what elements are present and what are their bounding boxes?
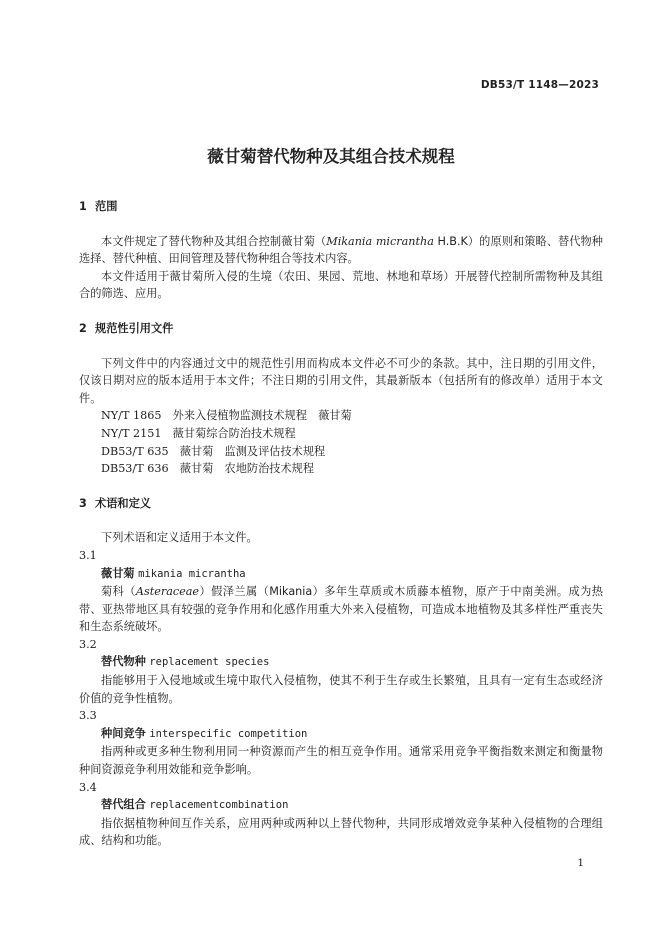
term-number: 3.1 — [79, 548, 97, 562]
page-number: 1 — [577, 857, 584, 869]
term-definition: 菊科（Asteraceae）假泽兰属（Mikania）多年生草质或木质藤本植物，原产于中南美洲。成为热带、亚热带地区具有较强的竞争作用和化感作用重大外来入侵植物，可造成本地植物及其多样性严重丧失和生态系统破坏。 — [79, 585, 603, 634]
terms-intro: 下列术语和定义适用于本文件。 — [101, 531, 258, 545]
term-number: 3.2 — [79, 637, 97, 651]
section-title: 范围 — [95, 200, 118, 213]
scope-paragraph-1: 本文件规定了替代物种及其组合控制薇甘菊（Mikania micrantha H.B.K）的原则和策略、替代物种选择、替代种植、田间管理及替代物种组合等技术内容。 — [79, 234, 603, 266]
term-definition: 指两种或更多种生物利用同一种资源而产生的相互竞争作用。通常采用竞争平衡指数来测定和衡量物种间资源竞争利用效能和竞争影响。 — [79, 745, 603, 777]
references-paragraph: 下列文件中的内容通过文中的规范性引用而构成本文件必不可少的条款。其中，注日期的引用文件，仅该日期对应的版本适用于本文件；不注日期的引用文件，其最新版本（包括所有的修改单）适用于本文件。 — [79, 356, 603, 405]
section-title: 规范性引用文件 — [95, 321, 174, 335]
term-name: 薇甘菊 mikania micrantha — [101, 566, 246, 580]
section-title: 术语和定义 — [95, 496, 151, 510]
section-heading-scope — [79, 198, 603, 216]
term-definition: 指能够用于入侵地域或生境中取代入侵植物，使其不利于生存或生长繁殖，且具有一定有生态或经济价值的竞争性植物。 — [79, 674, 603, 705]
section-number: 2 — [79, 321, 87, 335]
term-number: 3.3 — [79, 709, 97, 723]
reference-item: NY/T 2151 薇甘菊综合防治技术规程 — [101, 426, 296, 440]
scope-paragraph-2: 本文件适用于薇甘菊所入侵的生境（农田、果园、荒地、林地和草场）开展替代控制所需物种及其组合的筛选、应用。 — [79, 269, 603, 301]
reference-item: DB53/T 636 薇甘菊 农地防治技术规程 — [101, 462, 315, 476]
document-title: 薇甘菊替代物种及其组合技术规程 — [207, 147, 455, 166]
section-heading-references — [79, 320, 603, 338]
term-definition: 指依据植物种间互作关系，应用两种或两种以上替代物种，共同形成增效竞争某种入侵植物的合理组成、结构和功能。 — [79, 816, 603, 848]
reference-item: DB53/T 635 薇甘菊 监测及评估技术规程 — [101, 444, 326, 458]
term-name: 替代物种 replacement species — [101, 655, 270, 669]
document-body — [79, 198, 603, 850]
reference-item: NY/T 1865 外来入侵植物监测技术规程 薇甘菊 — [101, 409, 352, 423]
term-number: 3.4 — [79, 780, 97, 794]
term-name: 替代组合 replacementcombination — [101, 798, 289, 812]
section-number: 1 — [79, 200, 87, 213]
term-name: 种间竞争 interspecific competition — [101, 726, 308, 740]
document-code: DB53/T 1148—2023 — [480, 79, 599, 91]
section-number: 3 — [79, 496, 87, 510]
section-heading-terms — [79, 495, 603, 513]
